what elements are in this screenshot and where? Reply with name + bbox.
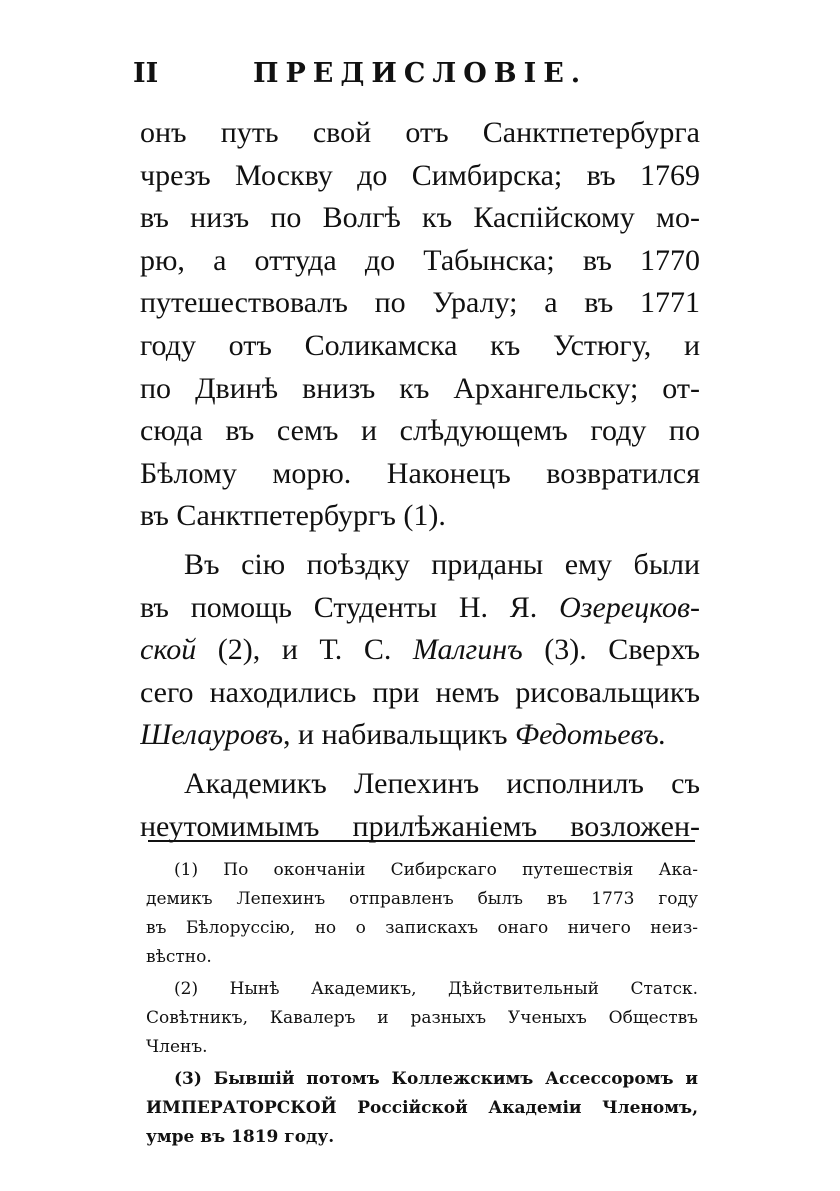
- footnote-2-line: Членъ.: [146, 1037, 208, 1057]
- text-span: въ помощь Студенты Н. Я.: [140, 590, 560, 624]
- italic-name: ской: [140, 633, 197, 667]
- footnote-1-line: демикъ Лепехинъ отправленъ былъ въ 1773 году: [146, 889, 698, 909]
- paragraph-start-line: Въ сію поѣздку приданы ему были: [184, 547, 700, 581]
- text-span: (3). Сверхъ: [522, 633, 700, 667]
- text-line: [140, 714, 700, 757]
- footnote-1-line: (1) По окончаніи Сибирскаго путешествія Ака-: [174, 860, 698, 880]
- text-span: (2), и Т. С.: [196, 633, 413, 667]
- text-line: [140, 629, 700, 672]
- text-line: по Двинѣ внизъ къ Архангельску; от-: [140, 371, 700, 405]
- text-line: [140, 587, 700, 630]
- running-head: [133, 58, 708, 98]
- footnote-2-line: Совѣтникъ, Кавалеръ и разныхъ Ученыхъ Обществъ: [146, 1008, 698, 1028]
- italic-name: Шелауровъ: [140, 718, 284, 752]
- text-line: неутомимымъ прилѣжаніемъ возложен-: [140, 809, 700, 843]
- text-line: сего находились при немъ рисовальщикъ: [140, 675, 700, 709]
- page-number: II: [133, 58, 159, 89]
- footnote-1-line: вѣстно.: [146, 947, 212, 967]
- footnote-3-line: ИМПЕРАТОРСКОЙ Россійской Академіи Членомъ,: [146, 1098, 698, 1118]
- main-text: [140, 112, 700, 848]
- text-line: сюда въ семъ и слѣдующемъ году по: [140, 414, 700, 448]
- footnotes: [146, 856, 698, 1152]
- footnote-divider: [148, 840, 695, 842]
- footnote-3-line: умре въ 1819 году.: [146, 1127, 335, 1147]
- text-line: Бѣлому морю. Наконецъ возвратился: [140, 456, 700, 490]
- text-line: чрезъ Москву до Симбирска; въ 1769: [140, 158, 700, 192]
- footnote-2-line: (2) Нынѣ Академикъ, Дѣйствительный Статск.: [174, 979, 698, 999]
- paragraph-start-line: Академикъ Лепехинъ исполнилъ съ: [184, 766, 700, 800]
- text-line: рю, а оттуда до Табынска; въ 1770: [140, 243, 700, 277]
- text-line: въ Санктпетербургъ (1).: [140, 499, 446, 533]
- text-line: онъ путь свой отъ Санктпетербурга: [140, 116, 700, 149]
- text-span: , и набивальщикъ: [283, 718, 516, 752]
- text-line: путешествовалъ по Уралу; а въ 1771: [140, 286, 700, 320]
- text-line: въ низъ по Волгѣ къ Каспійскому мо-: [140, 201, 700, 235]
- italic-name: Озерецков-: [559, 590, 700, 624]
- running-title: ПРЕДИСЛОВІЕ.: [253, 58, 588, 89]
- italic-name: Федотьевъ.: [515, 718, 667, 752]
- italic-name: Малгинъ: [412, 633, 523, 667]
- footnote-3-line: (3) Бывшій потомъ Коллежскимъ Ассессоромъ и: [174, 1069, 698, 1089]
- footnote-1-line: въ Бѣлоруссію, но о запискахъ онаго ничего неиз-: [146, 918, 698, 938]
- text-line: году отъ Соликамска къ Устюгу, и: [140, 328, 700, 362]
